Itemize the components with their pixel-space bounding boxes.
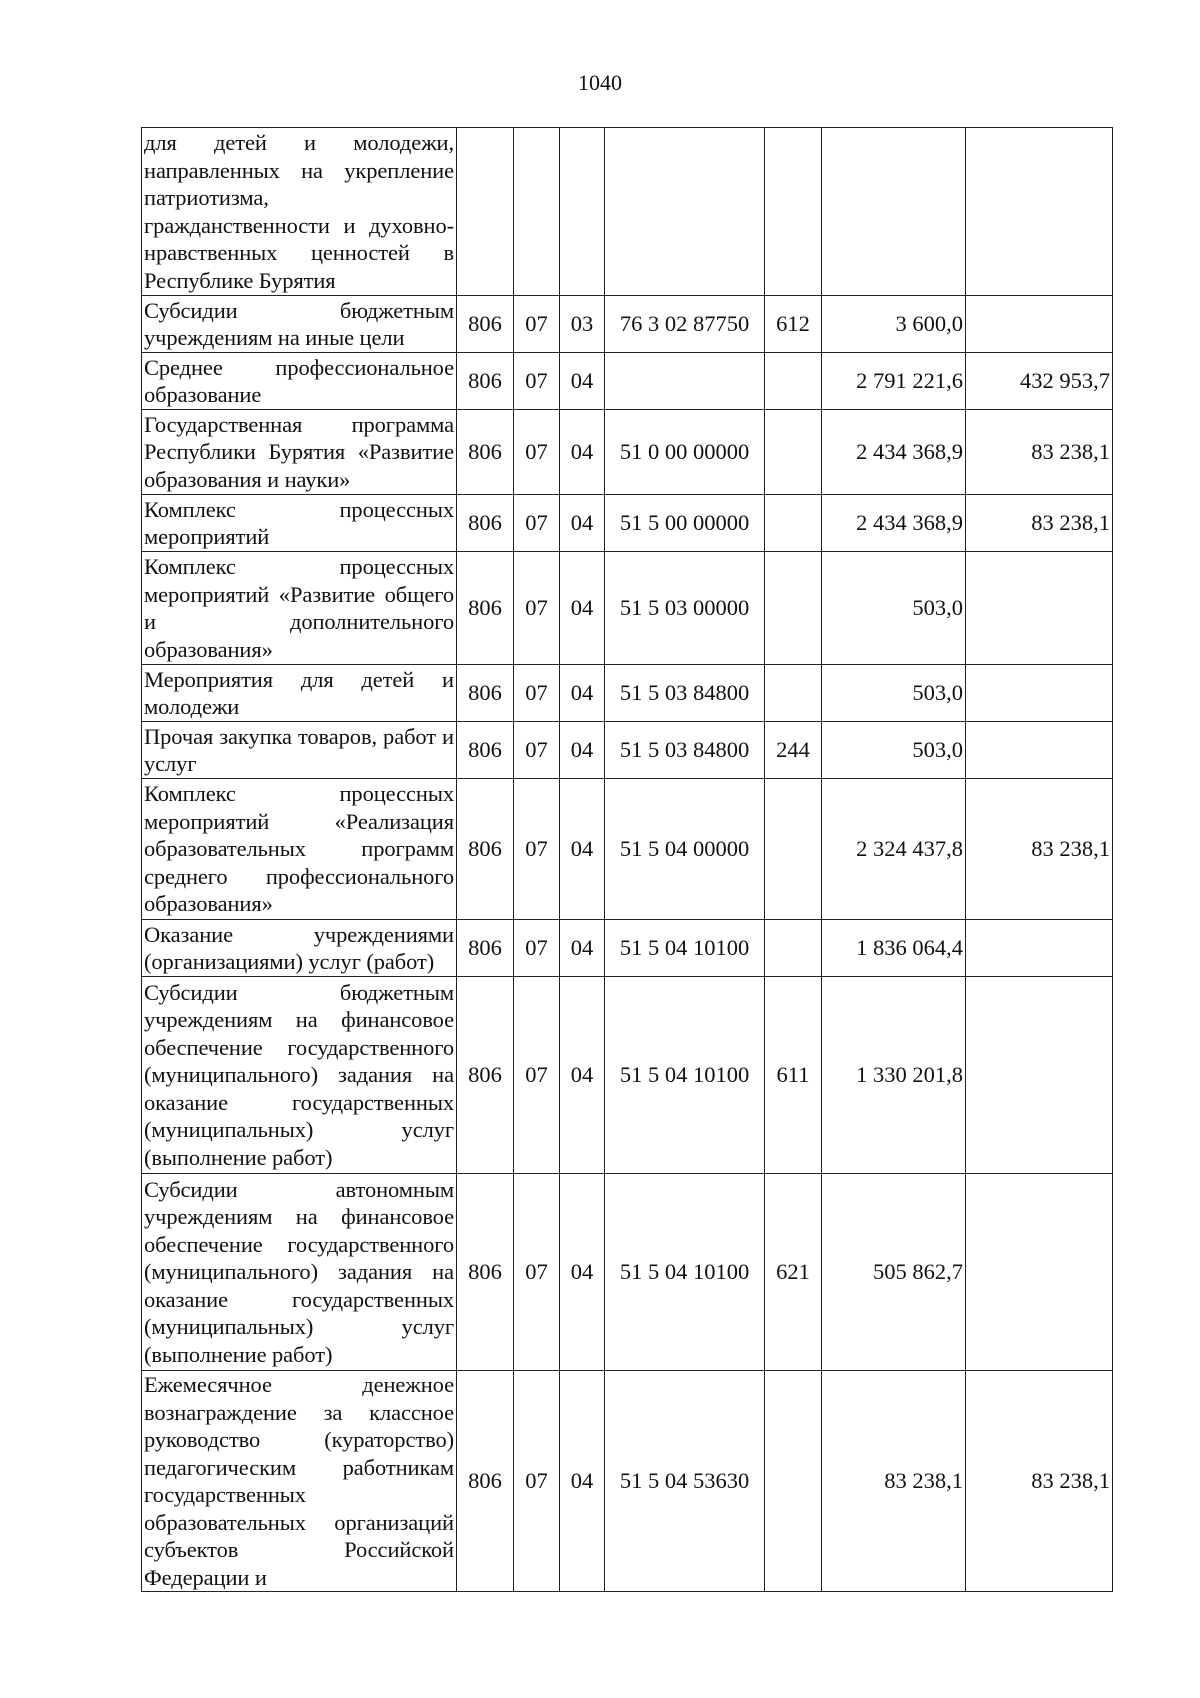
- row-name: [142, 552, 457, 665]
- row-sum-2: 83 238,1: [966, 779, 1113, 920]
- row-section: 07: [514, 977, 560, 1174]
- row-expense-type: 612: [765, 296, 822, 353]
- row-name-text: Комплекс процессных мероприятий: [144, 496, 454, 549]
- row-section: 07: [514, 495, 560, 552]
- row-name: [142, 353, 457, 410]
- row-target: 51 0 00 00000: [605, 410, 765, 495]
- table-row: [142, 410, 1113, 495]
- row-subsection: 04: [560, 977, 605, 1174]
- row-grbs: 806: [457, 977, 514, 1174]
- row-section: 07: [514, 353, 560, 410]
- row-sum-2: [966, 296, 1113, 353]
- row-sum-2: 83 238,1: [966, 1371, 1113, 1592]
- row-grbs: 806: [457, 410, 514, 495]
- row-expense-type: [765, 920, 822, 977]
- row-name: [142, 977, 457, 1174]
- row-sum-2: 83 238,1: [966, 410, 1113, 495]
- row-target: [605, 128, 765, 296]
- row-grbs: 806: [457, 552, 514, 665]
- row-target: 51 5 04 00000: [605, 779, 765, 920]
- row-sum-2: [966, 920, 1113, 977]
- row-sum-1: 503,0: [822, 665, 966, 722]
- row-grbs: 806: [457, 353, 514, 410]
- table-row: [142, 495, 1113, 552]
- budget-table-body: [142, 128, 1113, 1592]
- row-expense-type: [765, 1371, 822, 1592]
- row-target: [605, 353, 765, 410]
- row-section: 07: [514, 779, 560, 920]
- table-row: [142, 779, 1113, 920]
- row-grbs: 806: [457, 495, 514, 552]
- row-expense-type: [765, 495, 822, 552]
- row-name: [142, 1371, 457, 1592]
- row-section: 07: [514, 920, 560, 977]
- row-grbs: 806: [457, 1174, 514, 1371]
- budget-table: [141, 127, 1113, 1592]
- row-name: [142, 920, 457, 977]
- row-expense-type: 244: [765, 722, 822, 779]
- row-name: [142, 410, 457, 495]
- row-subsection: 04: [560, 1371, 605, 1592]
- row-name-text: Среднее профессиональное образование: [144, 354, 454, 407]
- row-subsection: 04: [560, 779, 605, 920]
- row-sum-2: [966, 552, 1113, 665]
- row-sum-1: 1 836 064,4: [822, 920, 966, 977]
- row-name-text: Комплекс процессных мероприятий «Реализация образовательных программ среднего профессионального образования»: [144, 781, 454, 917]
- row-name-text: Прочая закупка товаров, работ и услуг: [144, 723, 454, 776]
- row-target: 51 5 04 10100: [605, 977, 765, 1174]
- row-sum-1: 505 862,7: [822, 1174, 966, 1371]
- row-section: 07: [514, 1174, 560, 1371]
- row-sum-1: 2 434 368,9: [822, 495, 966, 552]
- row-subsection: 04: [560, 1174, 605, 1371]
- table-row: [142, 1174, 1113, 1371]
- row-target: 51 5 00 00000: [605, 495, 765, 552]
- row-target: 51 5 03 84800: [605, 722, 765, 779]
- row-sum-1: 83 238,1: [822, 1371, 966, 1592]
- row-grbs: 806: [457, 920, 514, 977]
- row-expense-type: [765, 779, 822, 920]
- row-sum-1: 3 600,0: [822, 296, 966, 353]
- row-name-text: для детей и молодежи, направленных на укрепление патриотизма, гражданственности и духовно-нравственных ценностей в Республике Бурятия: [144, 130, 454, 293]
- row-name-text: Субсидии бюджетным учреждениям на иные цели: [144, 297, 454, 350]
- row-name: [142, 296, 457, 353]
- row-name: [142, 495, 457, 552]
- row-expense-type: 621: [765, 1174, 822, 1371]
- row-expense-type: 611: [765, 977, 822, 1174]
- row-subsection: 04: [560, 410, 605, 495]
- row-subsection: [560, 128, 605, 296]
- row-name: [142, 665, 457, 722]
- row-sum-2: [966, 128, 1113, 296]
- row-name: [142, 1174, 457, 1371]
- row-name-text: Субсидии автономным учреждениям на финансовое обеспечение государственного (муниципального) задания на оказание государственных (муниципальных) услуг (выполнение работ): [144, 1176, 454, 1367]
- row-grbs: 806: [457, 665, 514, 722]
- row-expense-type: [765, 353, 822, 410]
- row-sum-1: 2 324 437,8: [822, 779, 966, 920]
- row-grbs: 806: [457, 296, 514, 353]
- row-subsection: 04: [560, 665, 605, 722]
- row-expense-type: [765, 410, 822, 495]
- row-target: 51 5 03 00000: [605, 552, 765, 665]
- row-subsection: 04: [560, 722, 605, 779]
- row-target: 51 5 03 84800: [605, 665, 765, 722]
- row-grbs: [457, 128, 514, 296]
- row-subsection: 04: [560, 552, 605, 665]
- table-row: [142, 128, 1113, 296]
- row-name-text: Оказание учреждениями (организациями) услуг (работ): [144, 921, 454, 974]
- row-target: 51 5 04 10100: [605, 1174, 765, 1371]
- row-sum-1: [822, 128, 966, 296]
- row-name-text: Комплекс процессных мероприятий «Развитие общего и дополнительного образования»: [144, 554, 454, 662]
- row-expense-type: [765, 128, 822, 296]
- row-subsection: 04: [560, 495, 605, 552]
- row-sum-2: [966, 977, 1113, 1174]
- row-sum-1: 1 330 201,8: [822, 977, 966, 1174]
- row-sum-2: 432 953,7: [966, 353, 1113, 410]
- row-name-text: Мероприятия для детей и молодежи: [144, 666, 454, 719]
- row-subsection: 04: [560, 353, 605, 410]
- table-row: [142, 552, 1113, 665]
- row-sum-1: 2 791 221,6: [822, 353, 966, 410]
- row-expense-type: [765, 552, 822, 665]
- table-row: [142, 665, 1113, 722]
- row-name: [142, 128, 457, 296]
- row-name: [142, 722, 457, 779]
- row-grbs: 806: [457, 722, 514, 779]
- row-section: 07: [514, 665, 560, 722]
- row-name: [142, 779, 457, 920]
- row-section: 07: [514, 722, 560, 779]
- row-name-text: Ежемесячное денежное вознаграждение за классное руководство (кураторство) педагогическим работникам государственных образовательных организаций субъектов Российской Федерации и: [144, 1372, 454, 1590]
- table-row: [142, 296, 1113, 353]
- row-section: 07: [514, 1371, 560, 1592]
- row-target: 76 3 02 87750: [605, 296, 765, 353]
- row-sum-2: [966, 665, 1113, 722]
- row-name-text: Субсидии бюджетным учреждениям на финансовое обеспечение государственного (муниципального) задания на оказание государственных (муниципальных) услуг (выполнение работ): [144, 979, 454, 1170]
- table-row: [142, 920, 1113, 977]
- row-grbs: 806: [457, 1371, 514, 1592]
- row-sum-2: [966, 722, 1113, 779]
- row-sum-1: 503,0: [822, 722, 966, 779]
- table-row: [142, 977, 1113, 1174]
- row-section: 07: [514, 552, 560, 665]
- table-row: [142, 353, 1113, 410]
- row-sum-1: 503,0: [822, 552, 966, 665]
- row-section: 07: [514, 296, 560, 353]
- row-expense-type: [765, 665, 822, 722]
- row-sum-1: 2 434 368,9: [822, 410, 966, 495]
- row-section: [514, 128, 560, 296]
- row-grbs: 806: [457, 779, 514, 920]
- row-sum-2: [966, 1174, 1113, 1371]
- row-sum-2: 83 238,1: [966, 495, 1113, 552]
- table-row: [142, 722, 1113, 779]
- row-name-text: Государственная программа Республики Бурятия «Развитие образования и науки»: [144, 411, 454, 492]
- row-subsection: 04: [560, 920, 605, 977]
- row-subsection: 03: [560, 296, 605, 353]
- row-target: 51 5 04 53630: [605, 1371, 765, 1592]
- table-row: [142, 1371, 1113, 1592]
- page-number: 1040: [578, 70, 622, 95]
- row-target: 51 5 04 10100: [605, 920, 765, 977]
- row-section: 07: [514, 410, 560, 495]
